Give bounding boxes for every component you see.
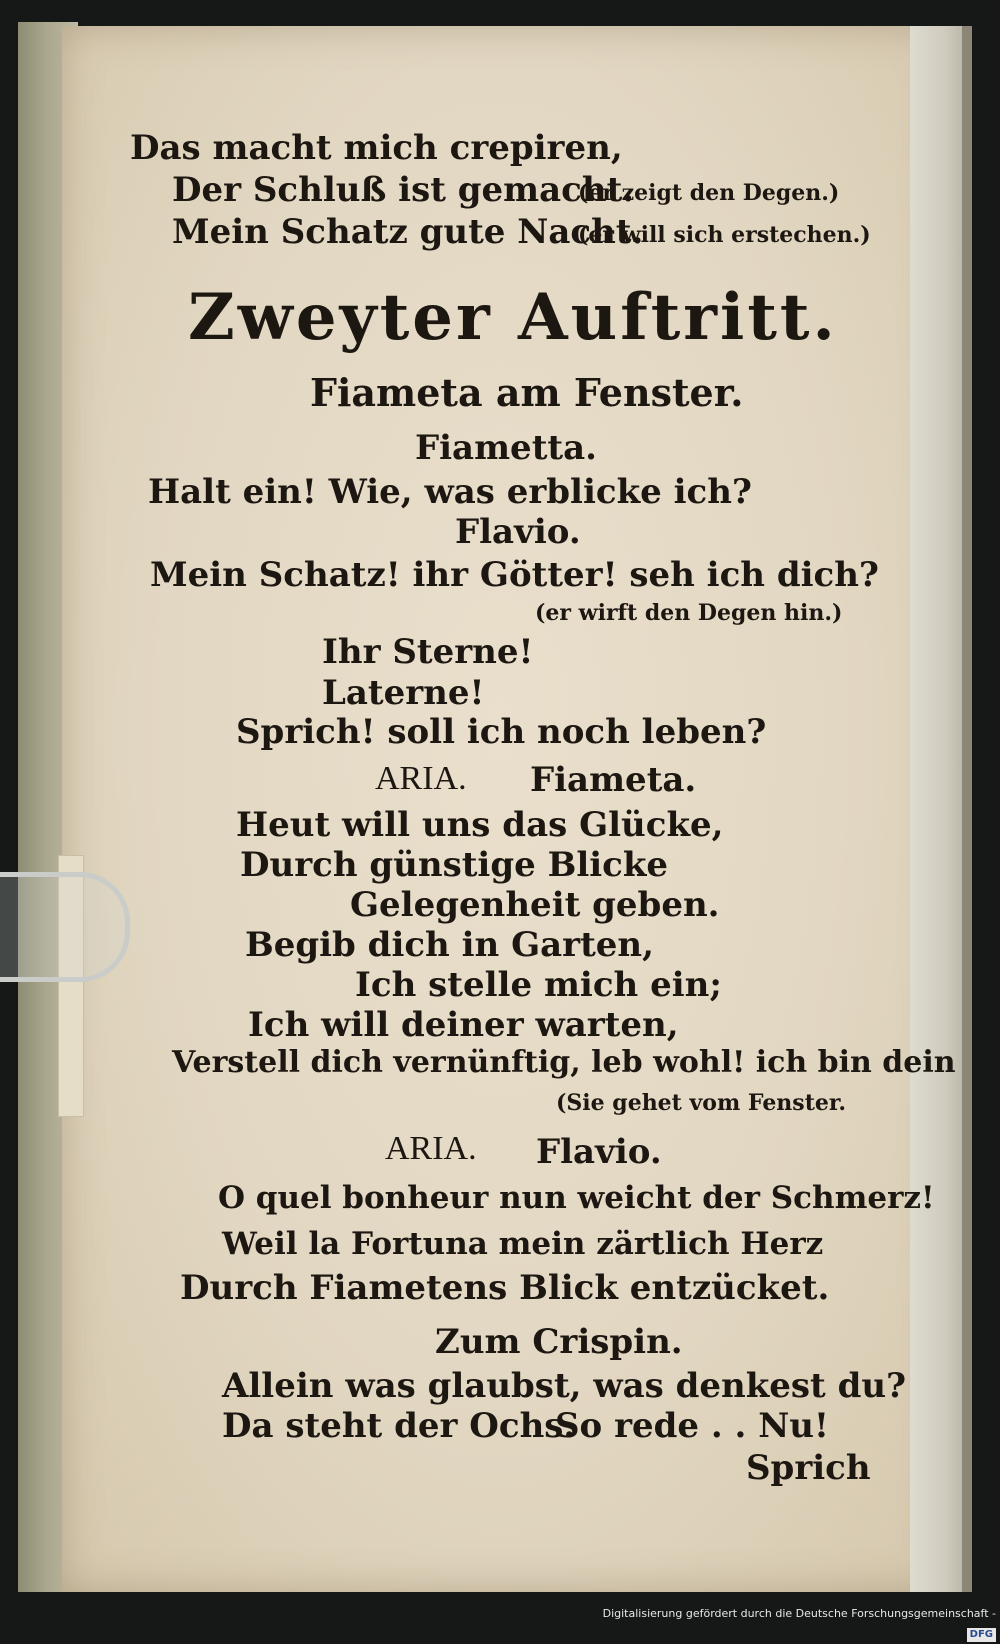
text-line: Das macht mich crepiren, bbox=[130, 128, 623, 168]
aria-heading: ARIA. bbox=[375, 760, 467, 797]
text-line: Gelegenheit geben. bbox=[350, 885, 720, 925]
text-line: Der Schluß ist gemacht. bbox=[172, 170, 635, 210]
scene-subtitle: Fiameta am Fenster. bbox=[310, 370, 744, 415]
text-line: Sprich! soll ich noch leben? bbox=[236, 712, 767, 752]
aria-heading: ARIA. bbox=[385, 1130, 477, 1167]
page-edge-right bbox=[910, 26, 968, 1592]
text-line: Allein was glaubst, was denkest du? bbox=[222, 1366, 907, 1406]
text-line: Begib dich in Garten, bbox=[245, 925, 654, 965]
speaker-name: Zum Crispin. bbox=[435, 1322, 683, 1362]
footer-text: Digitalisierung gefördert durch die Deutsche Forschungsgemeinschaft - bbox=[602, 1607, 996, 1620]
stage-direction: (er will sich erstechen.) bbox=[578, 222, 871, 248]
text-line: Ich will deiner warten, bbox=[248, 1005, 679, 1045]
text-line: Laterne! bbox=[322, 673, 485, 713]
speaker-name: Fiametta. bbox=[415, 428, 597, 468]
stage-direction: (er zeigt den Degen.) bbox=[578, 180, 840, 206]
text-line: Ihr Sterne! bbox=[322, 632, 534, 672]
text-line: O quel bonheur nun weicht der Schmerz! bbox=[218, 1180, 935, 1216]
speaker-name: Flavio. bbox=[536, 1132, 662, 1172]
paperclip-icon bbox=[0, 872, 130, 982]
text-line: Durch günstige Blicke bbox=[240, 845, 669, 885]
dfg-logo-icon: DFG bbox=[967, 1628, 996, 1642]
text-line: Ich stelle mich ein; bbox=[355, 965, 722, 1005]
page-far-edge bbox=[962, 26, 972, 1592]
stage-direction: (er wirft den Degen hin.) bbox=[535, 600, 843, 626]
text-line: Heut will uns das Glücke, bbox=[236, 805, 724, 845]
text-line: Mein Schatz! ihr Götter! seh ich dich? bbox=[150, 555, 879, 595]
speaker-name: Flavio. bbox=[455, 512, 581, 552]
text-line: Durch Fiametens Blick entzücket. bbox=[180, 1268, 830, 1308]
text-line: So rede . . Nu! bbox=[555, 1406, 829, 1446]
text-line: Halt ein! Wie, was erblicke ich? bbox=[148, 472, 752, 512]
stage-direction: (Sie gehet vom Fenster. bbox=[556, 1090, 847, 1116]
text-line: Verstell dich vernünftig, leb wohl! ich bin dein bbox=[172, 1045, 956, 1080]
text-line: Weil la Fortuna mein zärtlich Herz bbox=[222, 1226, 824, 1262]
text-line: Mein Schatz gute Nacht. bbox=[172, 212, 644, 252]
catchword: Sprich bbox=[746, 1448, 871, 1488]
speaker-name: Fiameta. bbox=[530, 760, 697, 800]
scene-title: Zweyter Auftritt. bbox=[188, 280, 838, 355]
footer-credit bbox=[602, 1604, 1000, 1640]
text-line: Da steht der Ochs. bbox=[222, 1406, 576, 1446]
